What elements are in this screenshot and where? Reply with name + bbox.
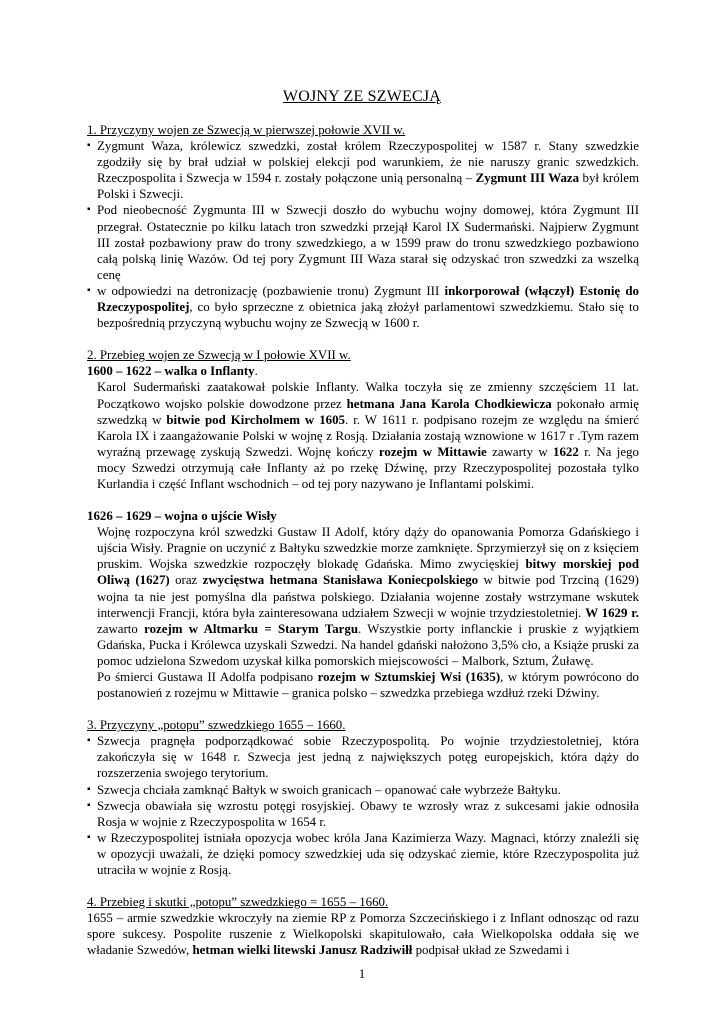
bullet-icon: ▪ xyxy=(87,783,91,795)
paragraph: Karol Sudermański zaatakował polskie Inflanty. Walka toczyła się ze zmienny szczęściem 11 lat. Początkowo wojsko polskie dowodzone przez hetmana Jana Karola Chodkiewicza pokonało armię szwedzką w bitwie pod Kircholmem w 1605. r. W 1611 r. podpisano rozejm ze względu na śmierć Karola IX i zaangażowanie Polski w wojnę z Rosją. Działania zostają wznowione w 1617 r .Tym razem wyraźną przewagę zyskują Szwedzi. Wojnę kończy rozejm w Mittawie zawarty w 1622 r. Na jego mocy Szwedzi otrzymują całe Inflanty aż po rzekę Dźwinę, przy Rzeczypospolitej pozostała tylko Kurlandia i część Inflant wschodnich – od tej pory nazywano je Inflantami polskimi. xyxy=(97,380,639,491)
list-item: ▪ w Rzeczypospolitej istniała opozycja wobec króla Jana Kazimierza Wazy. Magnaci, którzy znaleźli się w opozycji uważali, że dzięki pomocy szwedzkiej uda się odzyskać ziemie, które Rzeczypospolita już utraciła w wojnie z Rosją. xyxy=(87,830,639,878)
paragraph: Wojnę rozpoczyna król szwedzki Gustaw II Adolf, który dąży do opanowania Pomorza Gdańskiego i ujścia Wisły. Pragnie on uczynić z Bałtyku szwedzkie morze zamknięte. Sprzymierzył się on z księciem pruskim. Wojska szwedzkie rozpoczęły blokadę Gdańska. Mimo zwycięskiej bitwy morskiej pod Oliwą (1627) oraz zwycięstwa hetmana Stanisława Koniecpolskiego w bitwie pod Trzciną (1629) wojna ta nie jest pomyślna dla państwa polskiego. Działania wojenne zostały wstrzymane wskutek interwencji Francji, która była zainteresowana udziałem Szwecji w wojnie trzydziestoletniej. W 1629 r. zawarto rozejm w Altmarku = Starym Targu. Wszystkie porty inflanckie i pruskie z wyjątkiem Gdańska, Pucka i Królewca uzyskali Szwedzi. Na handel gdański nałożono 3,5% cło, a Książe pruski za pomoc udzielona Szwedom uzyskał kilka pomorskich miejscowości – Malbork, Sztum, Żuławę. xyxy=(97,525,640,668)
bullet-icon: ▪ xyxy=(87,831,91,843)
bullet-icon: ▪ xyxy=(87,140,91,152)
section-3-list xyxy=(87,733,639,878)
section-2-heading: 2. Przebieg wojen ze Szwecją w I połowie XVII w. xyxy=(87,348,351,363)
bullet-icon: ▪ xyxy=(87,799,91,811)
list-item: ▪ Pod nieobecność Zygmunta III w Szwecji doszło do wybuchu wojny domowej, która Zygmunt III przegrał. Ostatecznie po kilku latach tron szwedzki przejął Karol IX Sudermański. Najpierw Zygmunt III został pozbawiony praw do trony szwedzkiego, a w 1599 praw do tronu szwedzkiego pozbawiono całą polską linię Wazów. Od tej pory Zygmunt III Waza starał się odzyskać tron szwedzki za wszelką cenę xyxy=(87,203,639,282)
list-item: ▪ Szwecja pragnęła podporządkować sobie Rzeczypospolitą. Po wojnie trzydziestoletniej, która zakończyła się w 1648 r. Szwecja jest jedną z największych potęg europejskich, która dąży do rozszerzenia swojego terytorium. xyxy=(87,734,639,781)
paragraph: Po śmierci Gustawa II Adolfa podpisano rozejm w Sztumskiej Wsi (1635), w którym powrócono do postanowień z rozejmu w Mittawie – granica polsko – szwedzka przebiega wzdłuż rzeki Dźwiny. xyxy=(97,670,639,701)
bullet-icon: ▪ xyxy=(87,284,91,296)
page-number: 1 xyxy=(358,966,366,981)
list-item: ▪ Zygmunt Waza, królewicz szwedzki, został królem Rzeczypospolitej w 1587 r. Stany szwedzkie zgodziły się by brał udział w polskiej elekcji pod warunkiem, że nie naruszy granic szwedzkich. Rzeczpospolita i Szwecja w 1594 r. zostały połączone unią personalną – Zygmunt III Waza był królem Polski i Szwecji. xyxy=(87,139,639,202)
subsection-heading: 1600 – 1622 – walka o Inflanty. xyxy=(87,364,258,379)
subsection-heading: 1626 – 1629 – wojna o ujście Wisły xyxy=(87,509,277,524)
paragraph: 1655 – armie szwedzkie wkroczyły na ziemie RP z Pomorza Szczecińskiego i z Inflant odnosząc od razu spore sukcesy. Pospolite ruszenie z Wielkopolski skapitulowało, cała Wielkopolska oddała się we władanie Szwedów, hetman wielki litewski Janusz Radziwiłł podpisał układ ze Szwedami i xyxy=(87,911,639,958)
list-item: ▪ Szwecja obawiała się wzrostu potęgi rosyjskiej. Obawy te wzrosły wraz z sukcesami jakie odnosiła Rosja w wojnie z Rzeczypospolita w 1654 r. xyxy=(87,798,639,829)
bullet-icon: ▪ xyxy=(87,204,91,216)
section-1-list xyxy=(87,138,639,331)
section-4-heading: 4. Przebieg i skutki „potopu” szwedzkiego = 1655 – 1660. xyxy=(87,895,389,910)
section-3-heading: 3. Przyczyny „potopu” szwedzkiego 1655 – 1660. xyxy=(87,718,346,733)
list-item: ▪ Szwecja chciała zamknąć Bałtyk w swoich granicach – opanować całe wybrzeże Bałtyku. xyxy=(87,782,561,797)
document-body xyxy=(87,122,639,959)
document-title: WOJNY ZE SZWECJĄ xyxy=(282,88,442,105)
section-1-heading: 1. Przyczyny wojen ze Szwecją w pierwszej połowie XVII w. xyxy=(87,123,406,137)
list-item: ▪ w odpowiedzi na detronizację (pozbawienie tronu) Zygmunt III inkorporował (włączył) Estonię do Rzeczypospolitej, co było sprzeczne z obietnica jaką złożył parlamentowi szwedzkiemu. Stało się to bezpośrednią przyczyną wybuchu wojny ze Szwecją w 1600 r. xyxy=(87,283,640,331)
bullet-icon: ▪ xyxy=(87,735,91,747)
